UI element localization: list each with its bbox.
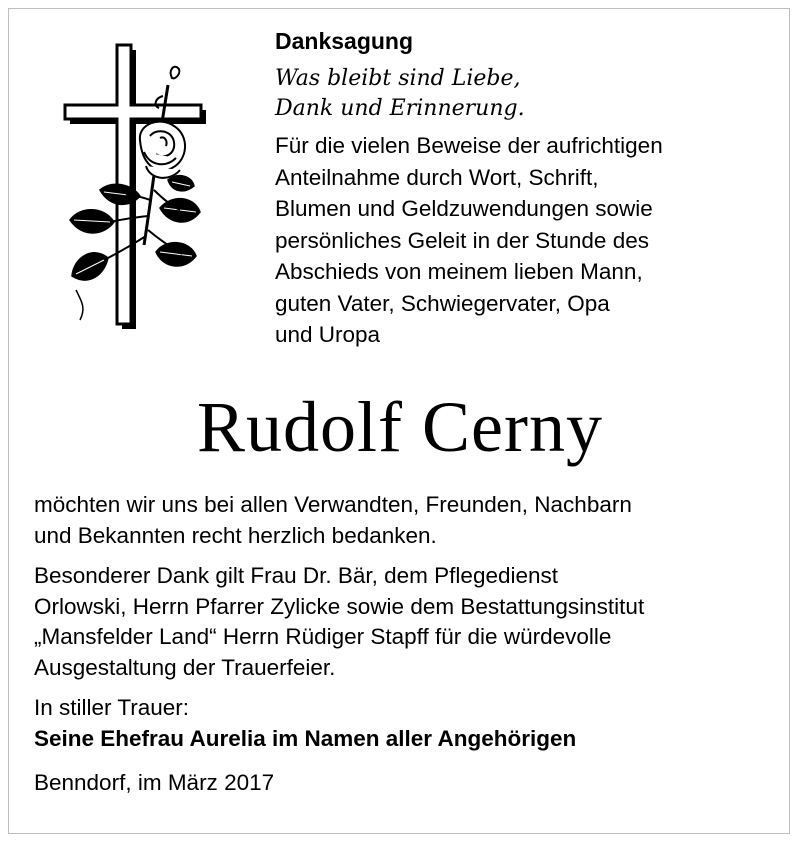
intro-text [275,130,775,351]
intro-line: guten Vater, Schwiegervater, Opa [275,290,610,316]
special-thanks-line: Ausgestaltung der Trauerfeier. [34,654,336,680]
motto-line: Dank und Erinnerung. [275,96,525,121]
notice-heading: Danksagung [275,28,414,54]
special-thanks-line: Besonderer Dank gilt Frau Dr. Bär, dem Pflegedienst [34,563,559,588]
place-date: Benndorf, im März 2017 [34,770,275,795]
motto [275,64,775,124]
intro-line: Blumen und Geldzuwendungen sowie [275,196,653,221]
deceased-name: Rudolf Cerny [197,387,603,467]
signoff-label: In stiller Trauer: [34,695,190,720]
special-thanks-paragraph [34,561,784,683]
thanks-paragraph [34,490,784,551]
cross-with-rose-icon [60,40,210,340]
thanks-line: möchten wir uns bei allen Verwandten, Freunden, Nachbarn [34,492,632,517]
intro-line: und Uropa [275,322,381,347]
motto-line: Was bleibt sind Liebe, [275,66,521,91]
intro-line: Anteilnahme durch Wort, Schrift, [275,164,599,190]
body-block [34,490,784,799]
special-thanks-line: Orlowski, Herrn Pfarrer Zylicke sowie dem Bestattungsinstitut [34,593,645,619]
special-thanks-line: „Mansfelder Land“ Herrn Rüdiger Stapff für die würdevolle [34,624,612,649]
thanks-line: und Bekannten recht herzlich bedanken. [34,522,437,548]
signoff-name: Seine Ehefrau Aurelia im Namen aller Angehörigen [34,725,577,751]
intro-line: Für die vielen Beweise der aufrichtigen [275,133,663,158]
intro-line: persönliches Geleit in der Stunde des [275,227,649,253]
intro-line: Abschieds von meinem lieben Mann, [275,259,643,284]
header-block [275,26,775,351]
